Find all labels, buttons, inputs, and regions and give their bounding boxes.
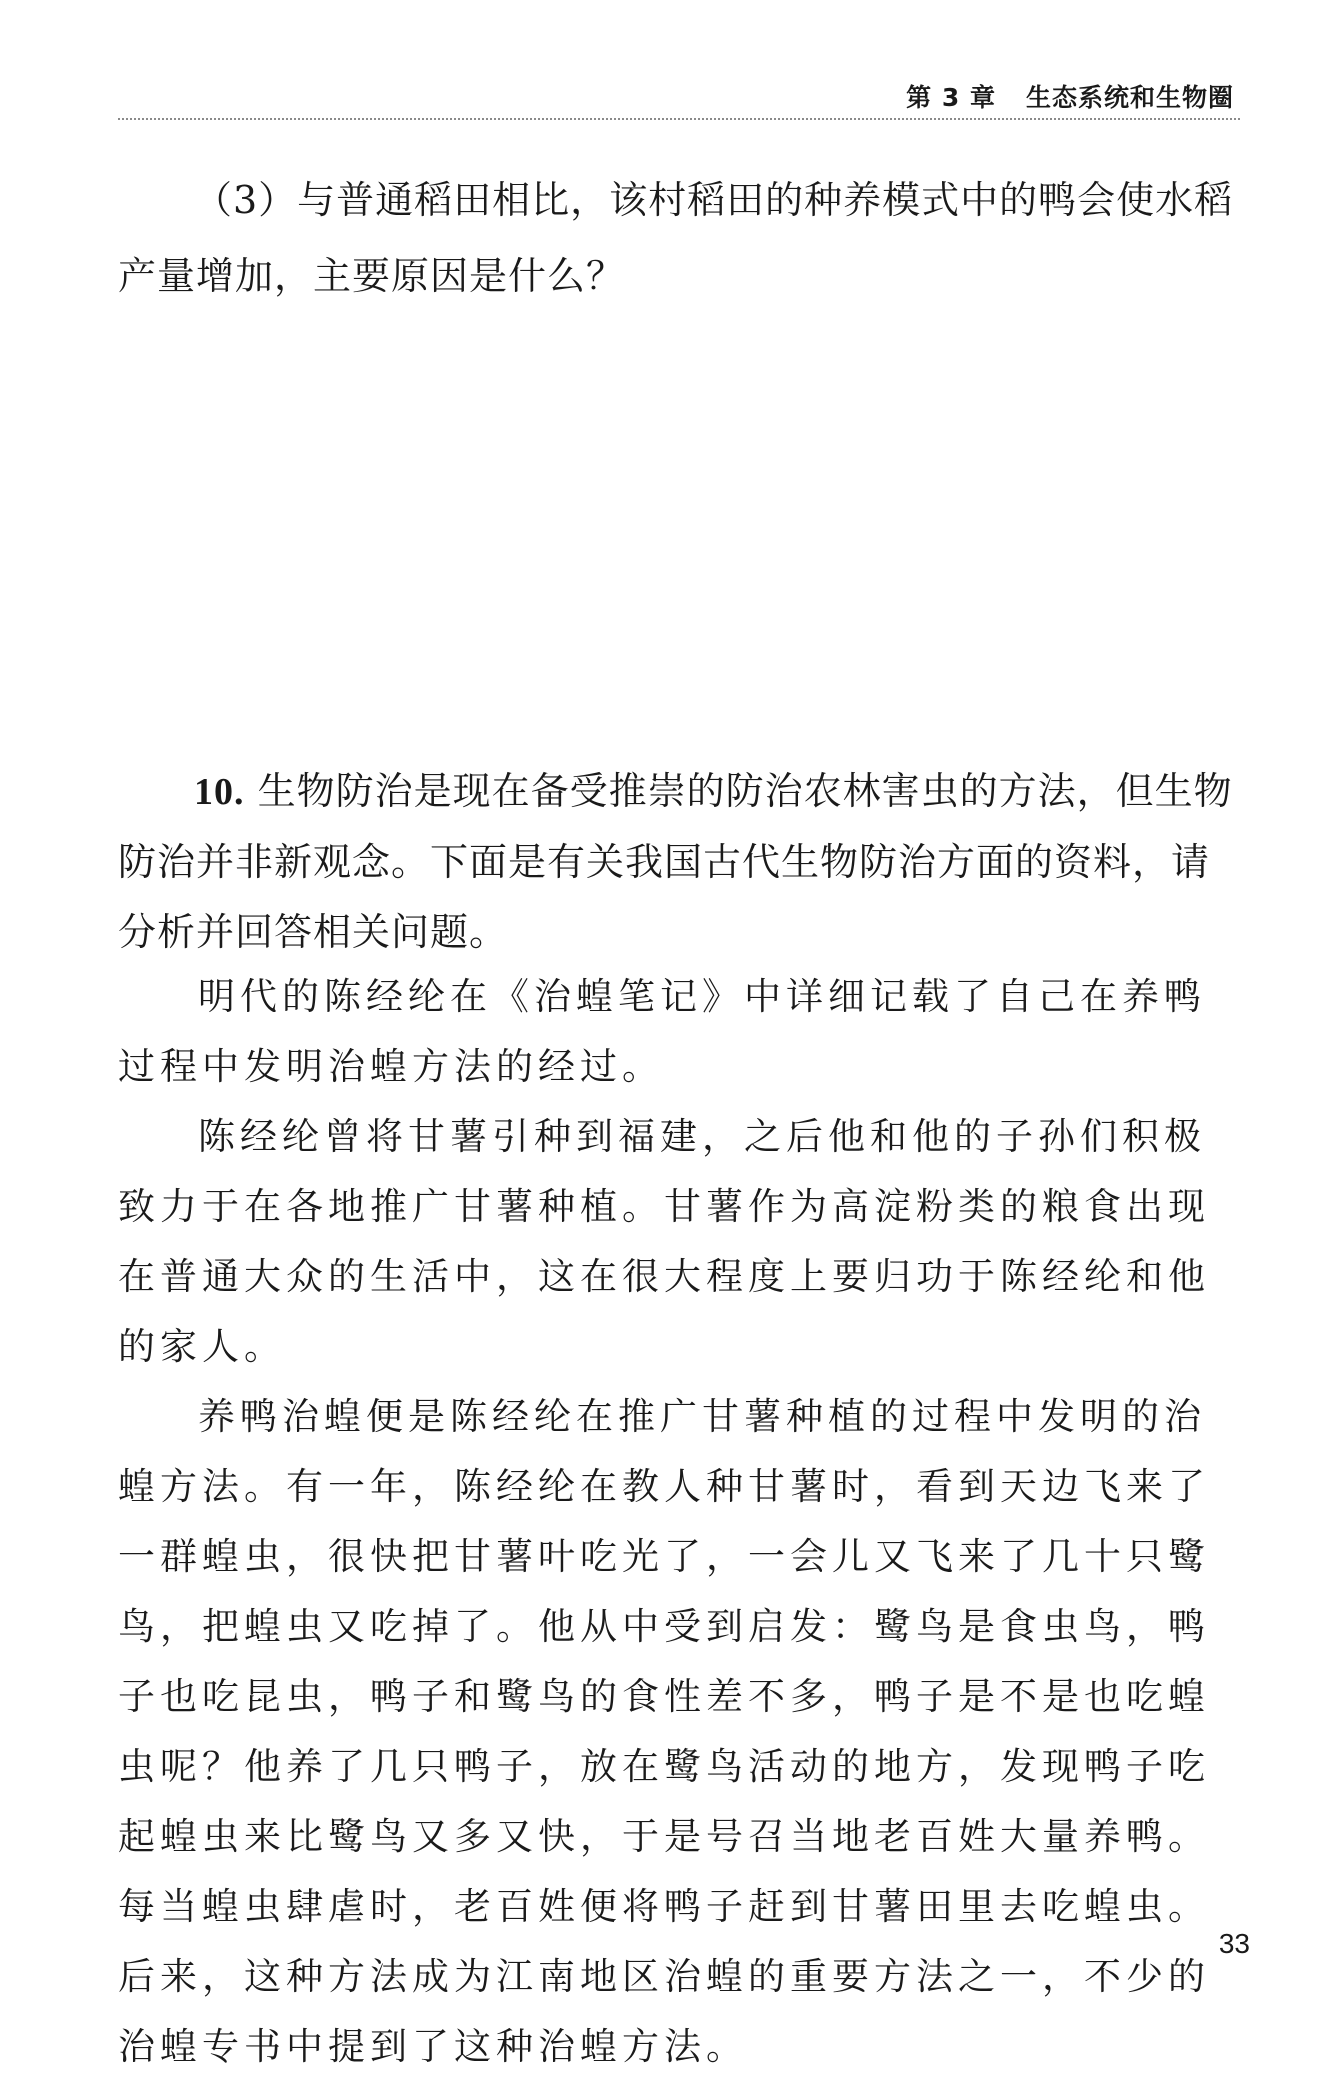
question-number: 10. <box>194 771 245 813</box>
chapter-title: 生态系统和生物圈 <box>1025 83 1234 112</box>
running-header <box>118 74 1240 120</box>
reading-passage <box>118 962 1240 2082</box>
passage-paragraph: 养鸭治蝗便是陈经纶在推广甘薯种植的过程中发明的治蝗方法。有一年，陈经纶在教人种甘薯时，看到天边飞来了一群蝗虫，很快把甘薯叶吃光了，一会儿又飞来了几十只鹭鸟，把蝗虫又吃掉了。他从中受到启发：鹭鸟是食虫鸟，鸭子也吃昆虫，鸭子和鹭鸟的食性差不多，鸭子是不是也吃蝗虫呢？他养了几只鸭子，放在鹭鸟活动的地方，发现鸭子吃起蝗虫来比鹭鸟又多又快，于是号召当地老百姓大量养鸭。每当蝗虫肆虐时，老百姓便将鸭子赶到甘薯田里去吃蝗虫。后来，这种方法成为江南地区治蝗的重要方法之一，不少的治蝗专书中提到了这种治蝗方法。 <box>118 1395 1210 2068</box>
passage-paragraph: 陈经纶曾将甘薯引种到福建，之后他和他的子孙们积极致力于在各地推广甘薯种植。甘薯作为高淀粉类的粮食出现在普通大众的生活中，这在很大程度上要归功于陈经纶和他的家人。 <box>118 1115 1210 1368</box>
page-number: 33 <box>1218 1928 1250 1959</box>
header-title <box>906 78 1234 114</box>
question-10-text: 生物防治是现在备受推崇的防治农林害虫的方法，但生物防治并非新观念。下面是有关我国古代生物防治方面的资料，请分析并回答相关问题。 <box>118 769 1233 954</box>
question-3: （3）与普通稻田相比，该村稻田的种养模式中的鸭会使水稻产量增加，主要原因是什么？ <box>118 178 1234 298</box>
chapter-label: 第 3 章 <box>906 83 996 112</box>
passage-paragraph: 明代的陈经纶在《治蝗笔记》中详细记载了自己在养鸭过程中发明治蝗方法的经过。 <box>118 975 1206 1088</box>
question-10 <box>118 756 1240 967</box>
